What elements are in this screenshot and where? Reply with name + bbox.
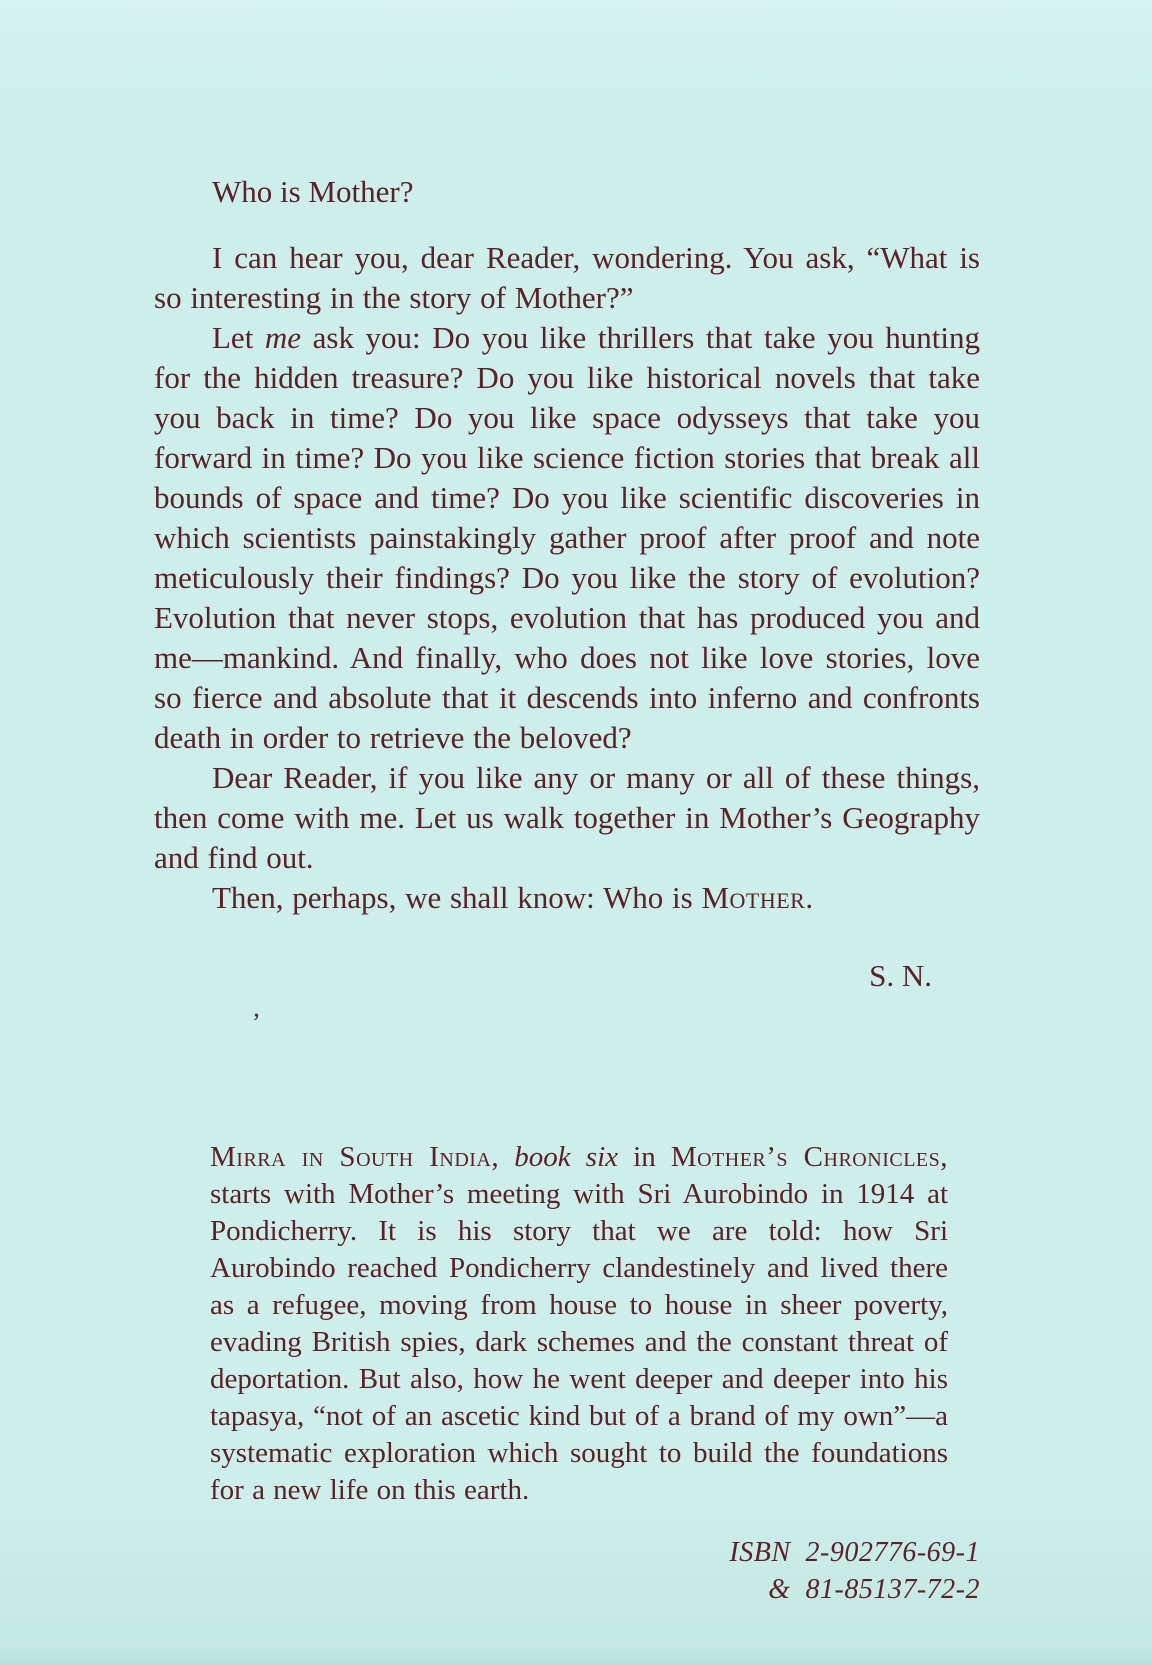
questions-paragraph <box>154 318 980 758</box>
author-initials: S. N. <box>869 958 932 993</box>
blurb-paragraph <box>210 1139 948 1509</box>
isbn-block <box>729 1534 980 1608</box>
questions-paragraph-pre: Let <box>212 320 265 355</box>
conclusion-paragraph-post: . <box>805 880 814 915</box>
conclusion-paragraph <box>154 878 980 918</box>
questions-paragraph-post: ask you: Do you like thrillers that take you hunting for the hidden treasure? Do you like historical novels that take you back in time? Do you like space odysseys that take you forward in time? Do you like science fiction stories that break all bounds of space and time? Do you like scientific discoveries in which scientists painstakingly gather proof after proof and note meticulously their findings? Do you like the story of evolution? Evolution that never stops, evolution that has produced you and me—mankind. And finally, who does not like love stories, love so fierce and absolute that it descends into inferno and confronts death in order to retrieve the beloved? <box>154 320 980 755</box>
stray-mark: ’ <box>252 1008 261 1037</box>
isbn-line-1: ISBN 2-902776-69-1 <box>729 1537 980 1568</box>
blurb-book-title: Mirra in South India, <box>210 1141 500 1173</box>
invitation-paragraph: Dear Reader, if you like any or many or all of these things, then come with me. Let us walk together in Mother’s Geography and find out. <box>154 760 980 875</box>
questions-paragraph-emphasis: me <box>264 320 302 355</box>
blurb-connector: in <box>618 1141 671 1173</box>
isbn-line-2: & 81-85137-72-2 <box>768 1574 980 1605</box>
mother-smallcaps: Mother <box>701 880 806 915</box>
blurb-book-number: book six <box>514 1141 618 1173</box>
main-text-block <box>154 172 980 996</box>
intro-paragraph: I can hear you, dear Reader, wondering. You ask, “What is so interesting in the story of Mother?” <box>154 240 980 315</box>
blurb-series-title: Mother’s Chronicles, <box>670 1141 949 1173</box>
heading: Who is Mother? <box>212 174 414 209</box>
blurb-text: starts with Mother’s meeting with Sri Aurobindo in 1914 at Pondicherry. It is his story that we are told: how Sri Aurobindo reached Pondicherry clandestinely and lived there as a refugee, moving from house to house in sheer poverty, evading British spies, dark schemes and the constant threat of deportation. But also, how he went deeper and deeper into his tapasya, “not of an ascetic kind but of a brand of my own”—a systematic exploration which sought to build the foundations for a new life on this earth. <box>210 1178 948 1506</box>
conclusion-paragraph-pre: Then, perhaps, we shall know: Who is <box>212 880 702 915</box>
